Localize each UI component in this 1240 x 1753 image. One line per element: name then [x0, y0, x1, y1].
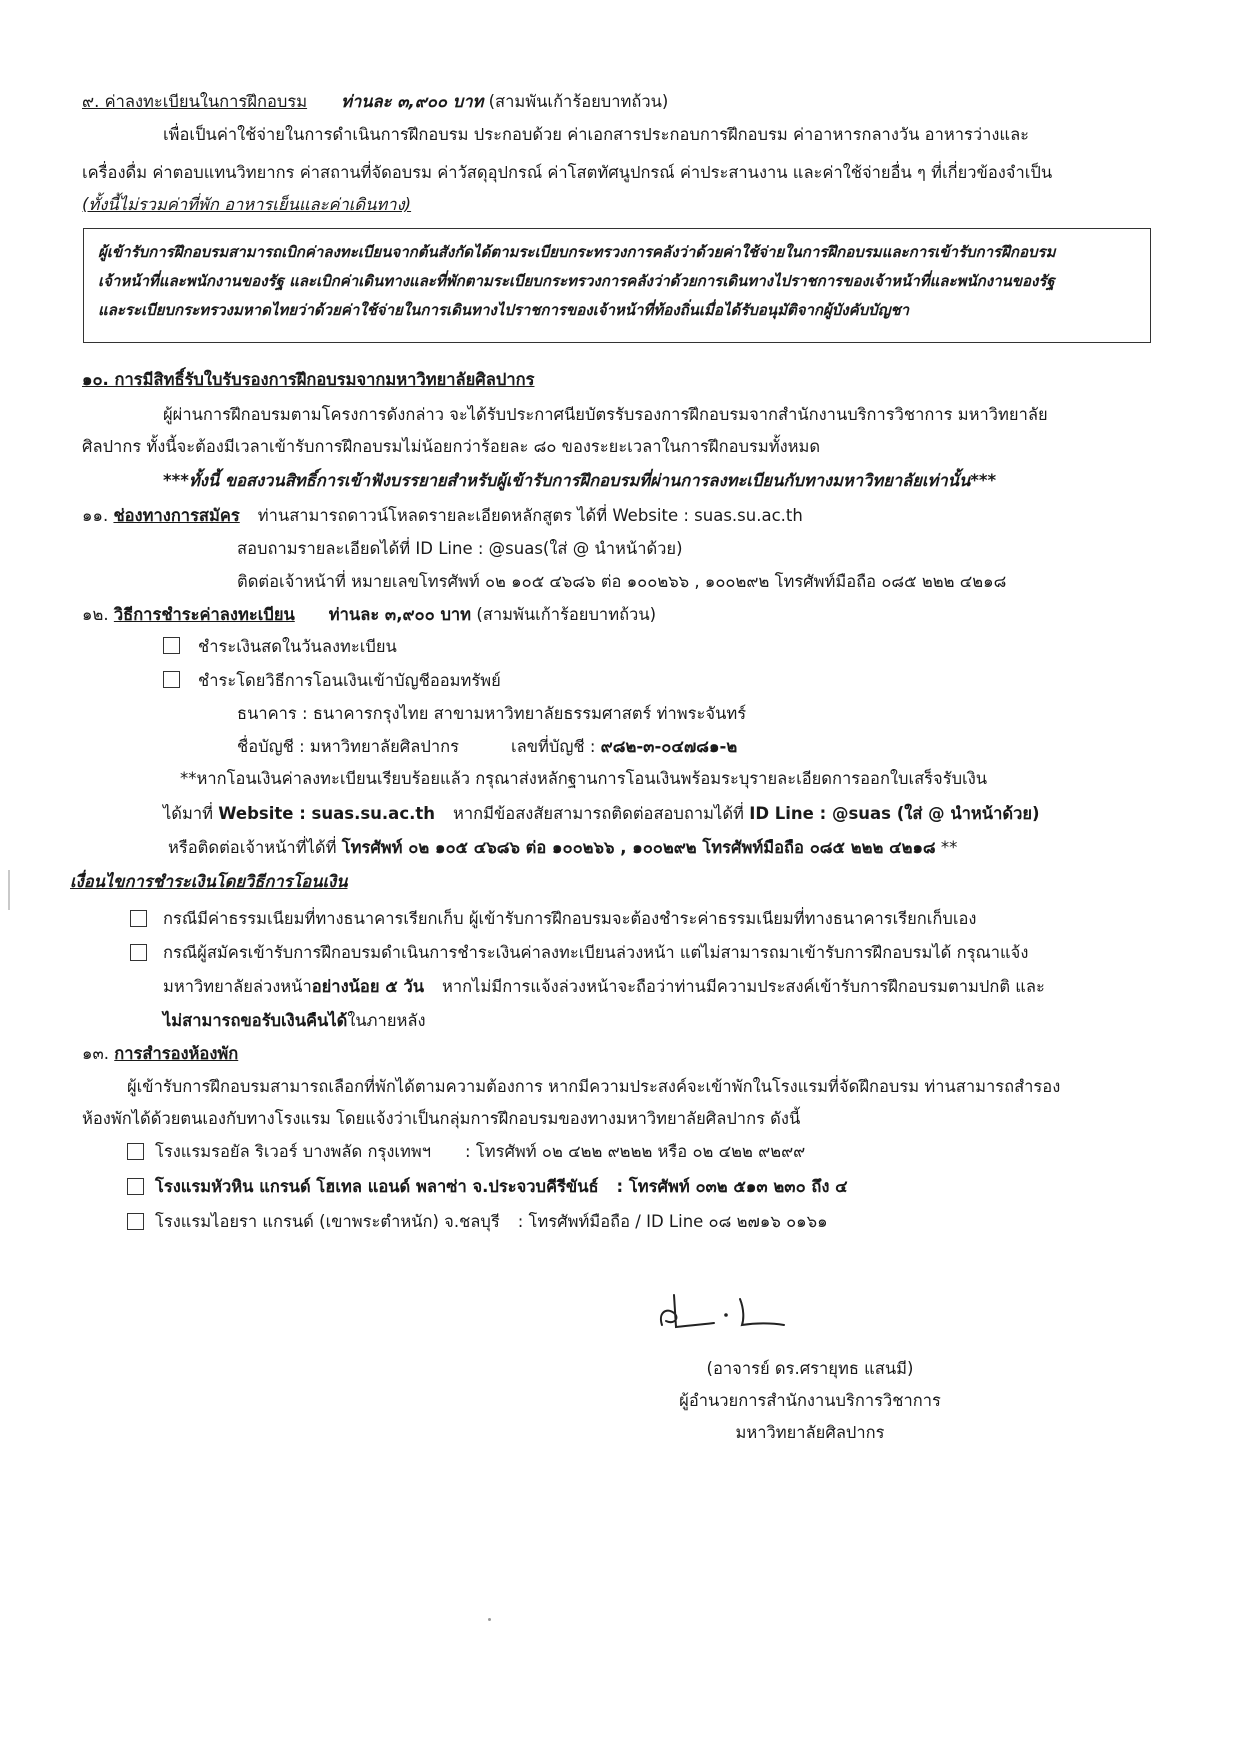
section-12-fee: ท่านละ ๓,๙๐๐ บาท: [328, 605, 472, 624]
condition-cancellation-line: กรณีผู้สมัครเข้ารับการฝึกอบรมดำเนินการชำระเงินค่าลงทะเบียนล่วงหน้า แต่ไม่สามารถมาเข้ารับการฝึกอบรมได้ กรุณาแจ้ง: [163, 943, 1029, 962]
hotel-name: โรงแรมหัวหิน แกรนด์ โฮเทล แอนด์ พลาซ่า จ.ประจวบคีรีขันธ์: [155, 1177, 599, 1196]
cancellation-notice-rest: หากไม่มีการแจ้งล่วงหน้าจะถือว่าท่านมีความประสงค์เข้ารับการฝึกอบรมตามปกติ และ: [442, 977, 1045, 996]
section-13-number: ๑๓.: [82, 1044, 109, 1063]
signatory-position: ผู้อำนวยการสำนักงานบริการวิชาการ: [679, 1391, 941, 1410]
hotel-contact: : โทรศัพท์มือถือ / ID Line ๐๘ ๒๗๑๖ ๐๑๖๑: [517, 1212, 828, 1231]
hotel-name: โรงแรมไอยรา แกรนด์ (เขาพระตำหนัก) จ.ชลบุรี: [155, 1212, 500, 1231]
section-9-fee: ท่านละ ๓,๙๐๐ บาท: [341, 92, 484, 111]
note-prefix: ได้มาที่: [163, 804, 214, 823]
condition-cancellation-line-3: [163, 1009, 426, 1033]
transfer-note-line-2: [163, 802, 1040, 826]
note-suffix: **: [940, 838, 958, 857]
section-9-para-line: เครื่องดื่ม ค่าตอบแทนวิทยากร ค่าสถานที่จัดอบรม ค่าวัสดุอุปกรณ์ ค่าโสตทัศนูปกรณ์ ค่าประสานงาน และค่าใช้จ่ายอื่น ๆ ที่เกี่ยวข้องจำเป็น: [82, 163, 1053, 182]
section-9-para-line: เพื่อเป็นค่าใช้จ่ายในการดำเนินการฝึกอบรม ประกอบด้วย ค่าเอกสารประกอบการฝึกอบรม ค่าอาหารกลางวัน อาหารว่างและ: [163, 125, 1030, 144]
scan-mark: [8, 870, 10, 910]
handwritten-signature: [652, 1285, 802, 1340]
section-11-number: ๑๑.: [82, 506, 109, 525]
no-refund-suffix: ในภายหลัง: [347, 1011, 426, 1030]
section-11-line-contact: สอบถามรายละเอียดได้ที่ ID Line : @suas(ใส่ @ นำหน้าด้วย): [237, 539, 683, 558]
reimbursement-box-line: เจ้าหน้าที่และพนักงานของรัฐ และเบิกค่าเดินทางและที่พักตามระเบียบกระทรวงการคลังว่าด้วยการเดินทางไปราชการของเจ้าหน้าที่และพนักงานของรัฐ: [98, 272, 1055, 290]
note-line-id: ID Line : @suas (ใส่ @ นำหน้าด้วย): [749, 804, 1040, 823]
transfer-payment-checkbox[interactable]: [163, 671, 180, 688]
transfer-note-line-3: [168, 836, 957, 860]
hotel-checkbox[interactable]: [127, 1143, 144, 1160]
section-13-para-line: ผู้เข้ารับการฝึกอบรมสามารถเลือกที่พักได้ตามความต้องการ หากมีความประสงค์จะเข้าพักในโรงแรมที่จัดฝึกอบรม ท่านสามารถสำรอง: [127, 1077, 1061, 1096]
hotel-name: โรงแรมรอยัล ริเวอร์ บางพลัด กรุงเทพฯ: [155, 1142, 432, 1161]
bank-name: ธนาคาร : ธนาคารกรุงไทย สาขามหาวิทยาลัยธรรมศาสตร์ ท่าพระจันทร์: [237, 704, 747, 723]
hotel-contact: : โทรศัพท์ ๐๒ ๔๒๒ ๙๒๒๒ หรือ ๐๒ ๔๒๒ ๙๒๙๙: [465, 1142, 806, 1161]
signatory-name: (อาจารย์ ดร.ศรายุทธ แสนมี): [706, 1359, 914, 1378]
hotel-item: [155, 1210, 828, 1234]
note-website: Website : suas.su.ac.th: [218, 804, 435, 823]
hotel-checkbox[interactable]: [127, 1178, 144, 1195]
scan-speck: [488, 1618, 491, 1621]
cancellation-notice-prefix: มหาวิทยาลัยล่วงหน้า: [163, 977, 312, 996]
transfer-payment-label: ชำระโดยวิธีการโอนเงินเข้าบัญชีออมทรัพย์: [198, 671, 501, 690]
section-13-para-line: ห้องพักได้ด้วยตนเองกับทางโรงแรม โดยแจ้งว่าเป็นกลุ่มการฝึกอบรมของทางมหาวิทยาลัยศิลปากร ดังนี้: [82, 1109, 801, 1128]
section-11-download-info: ท่านสามารถดาวน์โหลดรายละเอียดหลักสูตร ได้ที่ Website : suas.su.ac.th: [257, 506, 803, 525]
cancellation-notice-days: อย่างน้อย ๕ วัน: [311, 977, 425, 996]
section-11-row: [82, 504, 803, 528]
account-name: ชื่อบัญชี : มหาวิทยาลัยศิลปากร: [237, 737, 459, 756]
cash-payment-label: ชำระเงินสดในวันลงทะเบียน: [198, 637, 397, 656]
note-phone: โทรศัพท์ ๐๒ ๑๐๕ ๔๖๘๖ ต่อ ๑๐๐๒๖๖ , ๑๐๐๒๙๒ โทรศัพท์มือถือ ๐๘๕ ๒๒๒ ๔๒๑๘: [341, 838, 936, 857]
section-9-fee-words: (สามพันเก้าร้อยบาทถ้วน): [488, 92, 669, 111]
section-10-heading: ๑๐. การมีสิทธิ์รับใบรับรองการฝึกอบรมจากมหาวิทยาลัยศิลปากร: [82, 370, 535, 389]
account-number: ๙๘๒-๓-๐๔๗๘๑-๒: [600, 737, 738, 756]
section-12-row: [82, 603, 656, 627]
section-9-heading: ๙. ค่าลงทะเบียนในการฝึกอบรม: [82, 92, 308, 111]
note-contact-prefix: หรือติดต่อเจ้าหน้าที่ได้ที่: [168, 838, 337, 857]
section-12-heading: วิธีการชำระค่าลงทะเบียน: [113, 605, 295, 624]
condition-bank-fee-checkbox[interactable]: [130, 910, 147, 927]
transfer-conditions-heading: เงื่อนไขการชำระเงินโดยวิธีการโอนเงิน: [70, 872, 348, 891]
section-10-para-line: ผู้ผ่านการฝึกอบรมตามโครงการดังกล่าว จะได้รับประกาศนียบัตรรับรองการฝึกอบรมจากสำนักงานบริการวิชาการ มหาวิทยาลัย: [163, 405, 1048, 424]
condition-bank-fee: กรณีมีค่าธรรมเนียมที่ทางธนาคารเรียกเก็บ ผู้เข้ารับการฝึกอบรมจะต้องชำระค่าธรรมเนียมที่ทางธนาคารเรียกเก็บเอง: [163, 909, 977, 928]
reimbursement-box-line: ผู้เข้ารับการฝึกอบรมสามารถเบิกค่าลงทะเบียนจากต้นสังกัดได้ตามระเบียบกระทรวงการคลังว่าด้วยค่าใช้จ่ายในการฝึกอบรมและการเข้ารับการฝึกอบรม: [98, 243, 1056, 261]
section-12-fee-words: (สามพันเก้าร้อยบาทถ้วน): [476, 605, 657, 624]
cash-payment-checkbox[interactable]: [163, 637, 180, 654]
hotel-item: [155, 1140, 805, 1164]
hotel-contact: : โทรศัพท์ ๐๓๒ ๕๑๓ ๒๓๐ ถึง ๔: [616, 1177, 848, 1196]
reimbursement-box-line: และระเบียบกระทรวงมหาดไทยว่าด้วยค่าใช้จ่ายในการเดินทางไปราชการของเจ้าหน้าที่ท้องถิ่นเมื่อได้รับอนุมัติจากผู้บังคับบัญชา: [98, 301, 910, 319]
condition-cancellation-checkbox[interactable]: [130, 944, 147, 961]
hotel-checkbox[interactable]: [127, 1213, 144, 1230]
section-9-exclusion-note: (ทั้งนี้ไม่รวมค่าที่พัก อาหารเย็นและค่าเดินทาง): [82, 195, 412, 214]
section-9-heading-row: [82, 90, 668, 114]
note-inquiry: หากมีข้อสงสัยสามารถติดต่อสอบถามได้ที่: [453, 804, 744, 823]
account-row: [237, 735, 737, 759]
section-10-para-line: ศิลปากร ทั้งนี้จะต้องมีเวลาเข้ารับการฝึกอบรมไม่น้อยกว่าร้อยละ ๘๐ ของระยะเวลาในการฝึกอบรมทั้งหมด: [82, 437, 821, 456]
section-13-row: [82, 1042, 238, 1066]
signatory-organization: มหาวิทยาลัยศิลปากร: [735, 1423, 885, 1442]
account-number-label: เลขที่บัญชี :: [510, 737, 596, 756]
section-13-heading: การสำรองห้องพัก: [114, 1044, 239, 1063]
section-10-note: ***ทั้งนี้ ขอสงวนสิทธิ์การเข้าฟังบรรยายสำหรับผู้เข้ารับการฝึกอบรมที่ผ่านการลงทะเบียนกับทางมหาวิทยาลัยเท่านั้น***: [163, 471, 997, 490]
section-11-phone-contact: ติดต่อเจ้าหน้าที่ หมายเลขโทรศัพท์ ๐๒ ๑๐๕ ๔๖๘๖ ต่อ ๑๐๐๒๖๖ , ๑๐๐๒๙๒ โทรศัพท์มือถือ ๐๘๕ ๒๒๒ ๔๒๑๘: [237, 572, 1007, 591]
no-refund-text: ไม่สามารถขอรับเงินคืนได้: [163, 1011, 348, 1030]
section-12-number: ๑๒.: [82, 605, 109, 624]
transfer-note-line: **หากโอนเงินค่าลงทะเบียนเรียบร้อยแล้ว กรุณาส่งหลักฐานการโอนเงินพร้อมระบุรายละเอียดการออกใบเสร็จรับเงิน: [180, 769, 988, 788]
hotel-item: [155, 1175, 848, 1199]
condition-cancellation-line-2: [163, 975, 1045, 999]
section-11-heading: ช่องทางการสมัคร: [113, 506, 240, 525]
